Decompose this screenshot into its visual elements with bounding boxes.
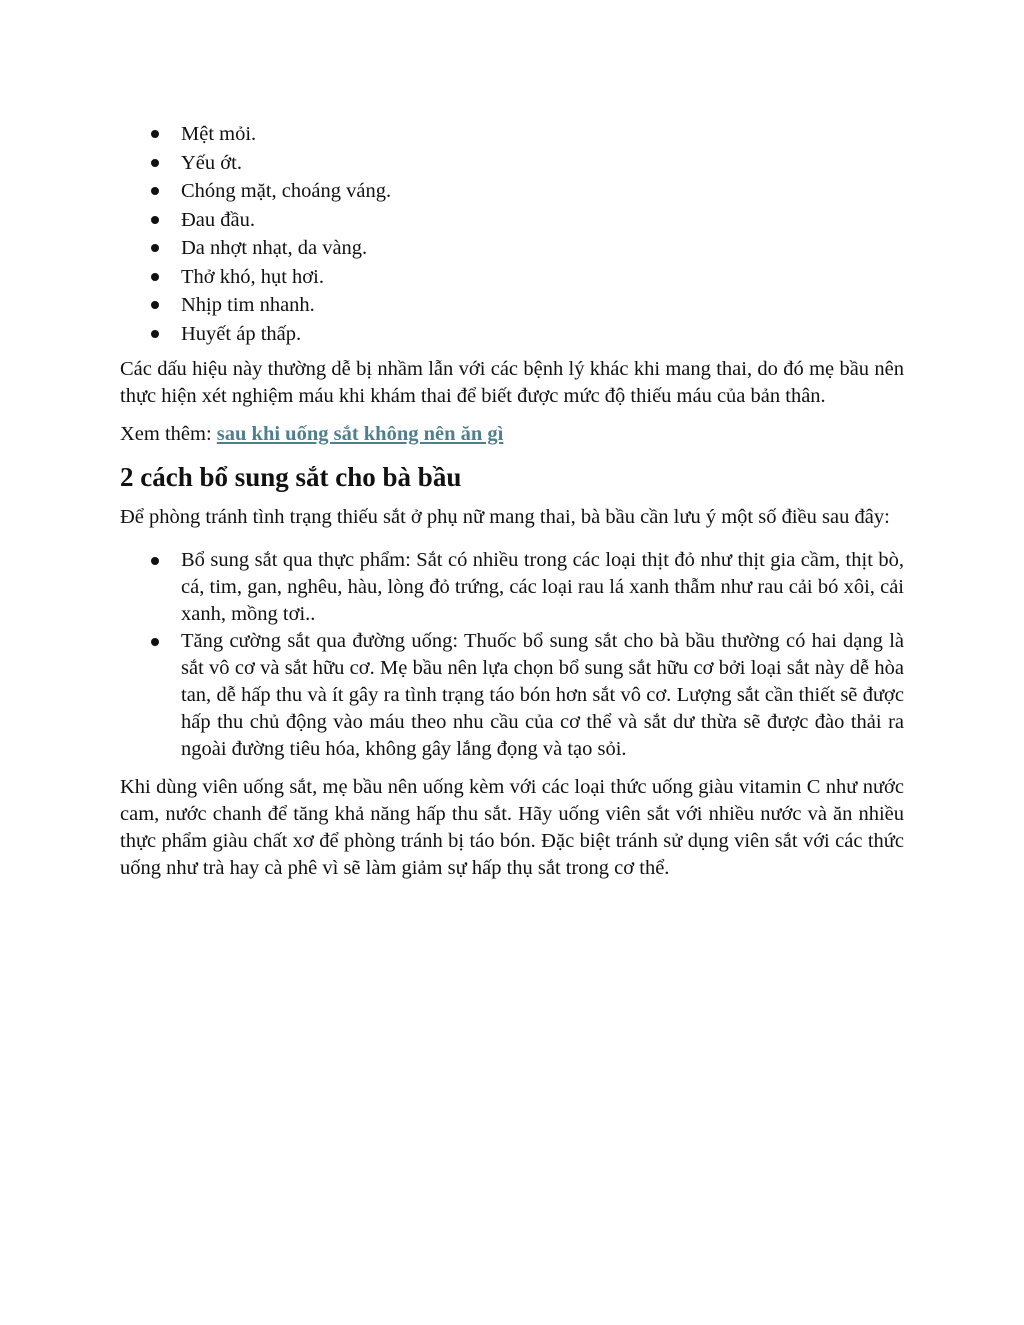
warning-paragraph: Các dấu hiệu này thường dễ bị nhầm lẫn với các bệnh lý khác khi mang thai, do đó mẹ bầu nên thực hiện xét nghiệm máu khi khám thai để biết được mức độ thiếu máu của bản thân. xyxy=(120,358,904,407)
list-item xyxy=(120,206,904,235)
bullet-icon xyxy=(151,130,159,138)
symptom-text: Nhịp tim nhanh. xyxy=(181,294,315,316)
intro-paragraph: Để phòng tránh tình trạng thiếu sắt ở phụ nữ mang thai, bà bầu cần lưu ý một số điều sau đây: xyxy=(120,506,890,528)
list-item xyxy=(120,149,904,178)
bullet-icon xyxy=(151,557,159,565)
symptom-text: Đau đầu. xyxy=(181,208,256,231)
method-text: Tăng cường sắt qua đường uống: Thuốc bổ sung sắt cho bà bầu thường có hai dạng là sắt vô cơ và sắt hữu cơ. Mẹ bầu nên lựa chọn bổ sung sắt hữu cơ bởi loại sắt này dễ hòa tan, dễ hấp thu và ít gây ra tình trạng táo bón hơn sắt vô cơ. Lượng sắt cần thiết sẽ được hấp thu chủ động vào máu theo nhu cầu của cơ thể và sắt dư thừa sẽ được đào thải ra ngoài đường tiêu hóa, không gây lắng đọng và tạo sỏi. xyxy=(181,630,904,760)
list-item xyxy=(120,120,904,149)
bullet-icon xyxy=(151,330,159,338)
bullet-icon xyxy=(151,187,159,195)
symptom-list xyxy=(120,120,904,348)
list-item xyxy=(120,234,904,263)
list-item xyxy=(120,547,904,628)
list-item xyxy=(120,628,904,763)
list-item xyxy=(120,291,904,320)
symptom-text: Da nhợt nhạt, da vàng. xyxy=(181,237,368,259)
bullet-icon xyxy=(151,638,159,646)
see-also-prefix: Xem thêm: xyxy=(120,423,217,445)
symptom-text: Thở khó, hụt hơi. xyxy=(181,265,324,288)
method-list xyxy=(120,547,904,763)
symptom-text: Chóng mặt, choáng váng. xyxy=(181,180,392,202)
bullet-icon xyxy=(151,273,159,281)
section-heading: 2 cách bổ sung sắt cho bà bầu xyxy=(120,462,462,492)
document-page xyxy=(120,120,904,882)
bullet-icon xyxy=(151,159,159,167)
see-also-link[interactable]: sau khi uống sắt không nên ăn gì xyxy=(216,423,504,445)
see-also-line xyxy=(120,421,904,448)
method-text: Bổ sung sắt qua thực phẩm: Sắt có nhiều trong các loại thịt đỏ như thịt gia cầm, thịt bò, cá, tim, gan, nghêu, hàu, lòng đỏ trứng, các loại rau lá xanh thẫm như rau cải bó xôi, cải xanh, mồng tơi.. xyxy=(181,549,904,625)
final-paragraph: Khi dùng viên uống sắt, mẹ bầu nên uống kèm với các loại thức uống giàu vitamin C như nước cam, nước chanh để tăng khả năng hấp thu sắt. Hãy uống viên sắt với nhiều nước và ăn nhiều thực phẩm giàu chất xơ để phòng tránh bị táo bón. Đặc biệt tránh sử dụng viên sắt với các thức uống như trà hay cà phê vì sẽ làm giảm sự hấp thụ sắt trong cơ thể. xyxy=(120,776,904,879)
symptom-text: Yếu ớt. xyxy=(181,151,242,174)
list-item xyxy=(120,177,904,206)
bullet-icon xyxy=(151,244,159,252)
bullet-icon xyxy=(151,301,159,309)
list-item xyxy=(120,320,904,349)
bullet-icon xyxy=(151,216,159,224)
symptom-text: Mệt mỏi. xyxy=(181,123,257,145)
symptom-text: Huyết áp thấp. xyxy=(181,322,302,345)
list-item xyxy=(120,263,904,292)
